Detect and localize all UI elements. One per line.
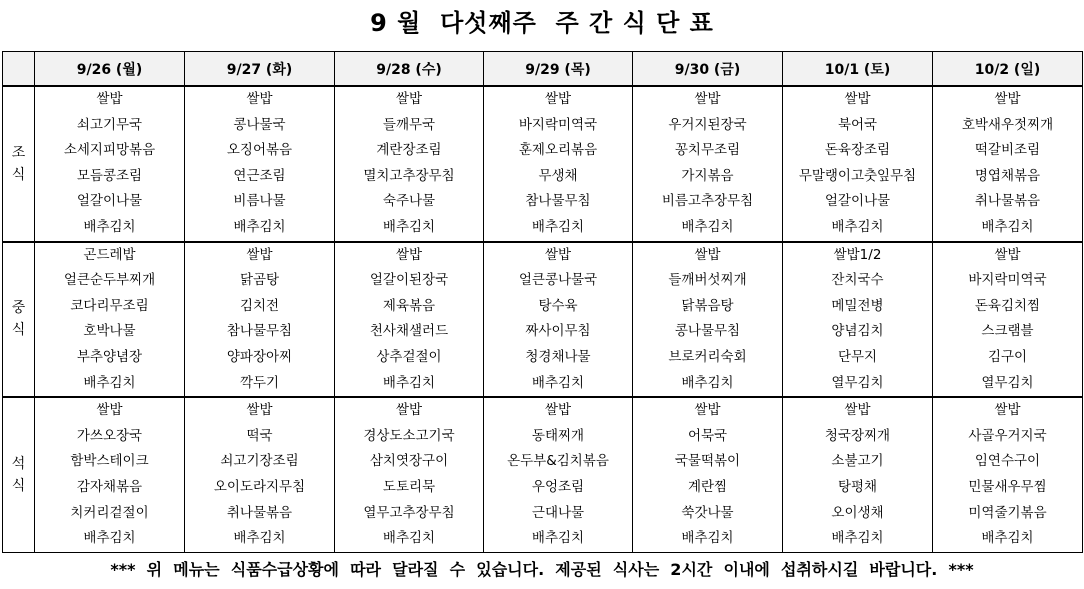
dish-item: 배추김치 — [981, 530, 1034, 547]
dish-item: 감자채볶음 — [76, 478, 143, 495]
dish-item: 근대나물 — [531, 504, 585, 521]
menu-cell — [933, 86, 1083, 242]
dish-item: 쌀밥 — [544, 402, 572, 419]
dish-item: 얼큰콩나물국 — [518, 272, 598, 289]
dish-item: 소불고기 — [831, 453, 884, 470]
dish-item: 양념김치 — [831, 323, 884, 340]
page-title: 9 월 다섯째주 주 간 식 단 표 — [370, 9, 714, 37]
meal-row-breakfast — [3, 86, 1083, 242]
dish-item: 비름나물 — [233, 193, 286, 210]
dish-item: 취나물볶음 — [974, 193, 1041, 210]
dish-item: 북어국 — [837, 116, 878, 133]
dish-item: 참나물무침 — [226, 323, 293, 340]
dish-item: 함박스테이크 — [70, 453, 149, 470]
dish-item: 배추김치 — [681, 374, 734, 391]
dish-item: 쌀밥 — [96, 402, 123, 419]
day-header: 10/1 (토) — [783, 52, 933, 87]
day-header: 9/30 (금) — [633, 52, 783, 87]
dish-item: 열무김치 — [831, 374, 884, 391]
dish-item: 들깨무국 — [382, 116, 436, 133]
dish-item: 계란장조림 — [376, 142, 442, 159]
dish-item: 배추김치 — [382, 530, 436, 547]
dish-item: 무말랭이고춧잎무침 — [798, 167, 917, 184]
dish-item: 열무고추장무침 — [363, 504, 455, 521]
dish-item: 코다리무조림 — [70, 297, 149, 314]
menu-cell — [933, 242, 1083, 398]
dish-item: 상추겉절이 — [376, 348, 442, 365]
dish-item: 쌀밥 — [694, 91, 721, 107]
dish-item: 들깨버섯찌개 — [668, 272, 747, 289]
dish-item: 얼갈이된장국 — [369, 272, 449, 289]
dish-item: 단무지 — [837, 348, 878, 365]
dish-item: 쑥갓나물 — [681, 504, 734, 521]
dish-item: 양파장아찌 — [226, 348, 293, 365]
dish-item: 메밀전병 — [831, 297, 884, 314]
dish-item: 소세지피망볶음 — [63, 142, 156, 159]
dish-item: 얼갈이나물 — [76, 193, 143, 210]
dish-item: 꽁치무조림 — [674, 142, 741, 159]
dish-item: 쌀밥 — [844, 402, 871, 419]
dish-item: 돈육김치찜 — [974, 297, 1041, 314]
dish-item: 배추김치 — [531, 530, 585, 547]
menu-cell — [633, 397, 783, 552]
meal-label — [3, 242, 35, 398]
dish-item: 닭볶음탕 — [681, 297, 734, 314]
dish-item: 사골우거지국 — [968, 427, 1047, 444]
menu-cell — [185, 86, 335, 242]
dish-item: 김구이 — [987, 348, 1028, 365]
dish-item: 잔치국수 — [831, 272, 884, 289]
dish-item: 쌀밥 — [395, 91, 423, 107]
footer-notice: *** 위 메뉴는 식품수급상황에 따라 달라질 수 있습니다. 제공된 식사는 2시간 이내에 섭취하시길 바랍니다. *** — [110, 560, 974, 579]
dish-item: 가지볶음 — [681, 167, 734, 184]
weekly-menu-table — [2, 51, 1083, 553]
dish-item: 가쓰오장국 — [76, 427, 143, 444]
dish-item: 오징어볶음 — [226, 142, 293, 159]
menu-cell — [335, 242, 484, 398]
menu-cell — [35, 86, 185, 242]
meal-label-char: 석 — [11, 455, 26, 472]
menu-cell — [484, 242, 633, 398]
dish-item: 호박나물 — [83, 323, 136, 340]
dish-item: 배추김치 — [233, 218, 286, 235]
dish-item: 닭곰탕 — [239, 272, 280, 289]
menu-cell — [185, 242, 335, 398]
dish-item: 연근조림 — [233, 167, 286, 184]
dish-item: 얼큰순두부찌개 — [63, 272, 156, 289]
dish-item: 청국장찌개 — [824, 427, 891, 444]
dish-item: 쌀밥 — [694, 402, 721, 419]
menu-cell — [35, 397, 185, 552]
dish-item: 떡갈비조림 — [974, 142, 1041, 159]
menu-cell — [484, 397, 633, 552]
dish-item: 브로커리숙회 — [668, 348, 747, 365]
dish-item: 김치전 — [239, 297, 280, 314]
dish-item: 스크램블 — [981, 323, 1034, 340]
dish-item: 배추김치 — [83, 530, 136, 547]
dish-item: 제육볶음 — [382, 297, 436, 314]
dish-item: 배추김치 — [831, 218, 884, 235]
dish-item: 배추김치 — [83, 218, 136, 235]
dish-item: 쌀밥 — [994, 246, 1021, 263]
dish-item: 쌀밥 — [395, 402, 423, 419]
dish-item: 배추김치 — [382, 374, 436, 391]
dish-item: 배추김치 — [233, 530, 286, 547]
dish-item: 경상도소고기국 — [363, 427, 455, 444]
dish-item: 미역줄기볶음 — [968, 504, 1047, 521]
meal-label-char: 식 — [11, 166, 26, 183]
menu-cell — [35, 242, 185, 398]
dish-item: 탕수육 — [538, 297, 578, 314]
dish-item: 숙주나물 — [382, 193, 436, 210]
menu-cell — [335, 397, 484, 552]
dish-item: 쌀밥1/2 — [833, 246, 882, 263]
dish-item: 쌀밥 — [246, 91, 273, 107]
meal-label-char: 중 — [11, 300, 26, 317]
dish-item: 콩나물무침 — [674, 323, 741, 340]
day-header: 9/26 (월) — [35, 52, 185, 87]
dish-item: 짜사이무침 — [525, 323, 591, 340]
dish-item: 호박새우젓찌개 — [961, 116, 1054, 133]
dish-item: 쌀밥 — [694, 246, 721, 263]
meal-label — [3, 397, 35, 552]
dish-item: 쌀밥 — [96, 91, 123, 107]
meal-label-char: 식 — [11, 322, 26, 339]
day-header: 10/2 (일) — [933, 52, 1083, 87]
menu-cell — [185, 397, 335, 552]
dish-item: 쌀밥 — [994, 402, 1021, 419]
dish-item: 쇠고기장조림 — [220, 453, 299, 470]
dish-item: 배추김치 — [831, 530, 884, 547]
dish-item: 멸치고추장무침 — [363, 167, 455, 184]
dish-item: 쌀밥 — [544, 91, 572, 107]
meal-row-dinner — [3, 397, 1083, 552]
dish-item: 비름고추장무침 — [661, 193, 754, 210]
dish-item: 배추김치 — [681, 530, 734, 547]
dish-item: 탕평채 — [837, 478, 878, 495]
dish-item: 계란찜 — [687, 478, 728, 495]
dish-item: 취나물볶음 — [226, 504, 293, 521]
dish-item: 국물떡볶이 — [674, 453, 741, 470]
dish-item: 배추김치 — [382, 218, 436, 235]
dish-item: 쌀밥 — [544, 246, 572, 263]
menu-cell — [335, 86, 484, 242]
dish-item: 배추김치 — [531, 374, 585, 391]
dish-item: 쌀밥 — [246, 402, 273, 419]
dish-item: 쌀밥 — [246, 246, 273, 263]
dish-item: 배추김치 — [981, 218, 1034, 235]
dish-item: 모듬콩조림 — [76, 167, 143, 184]
day-header: 9/29 (목) — [484, 52, 633, 87]
dish-item: 바지락미역국 — [518, 116, 598, 133]
dish-item: 쇠고기무국 — [76, 116, 143, 133]
dish-item: 오이도라지무침 — [213, 478, 306, 495]
dish-item: 쌀밥 — [994, 91, 1021, 107]
dish-item: 참나물무침 — [525, 193, 591, 210]
dish-item: 곤드레밥 — [83, 246, 136, 263]
dish-item: 얼갈이나물 — [824, 193, 891, 210]
dish-item: 온두부&김치볶음 — [507, 453, 609, 470]
dish-item: 우엉조림 — [531, 478, 585, 495]
dish-item: 치커리겉절이 — [70, 504, 149, 521]
dish-item: 돈육장조림 — [824, 142, 891, 159]
dish-item: 삼치엿장구이 — [369, 453, 449, 470]
dish-item: 부추양념장 — [76, 348, 143, 365]
dish-item: 임연수구이 — [974, 453, 1041, 470]
dish-item: 오이생채 — [831, 504, 884, 521]
meal-row-lunch — [3, 242, 1083, 398]
dish-item: 우거지된장국 — [668, 116, 747, 133]
dish-item: 떡국 — [246, 427, 273, 444]
dish-item: 무생채 — [538, 167, 578, 184]
meal-label — [3, 86, 35, 242]
menu-cell — [484, 86, 633, 242]
dish-item: 바지락미역국 — [968, 272, 1047, 289]
day-header: 9/28 (수) — [335, 52, 484, 87]
dish-item: 훈제오리볶음 — [518, 142, 598, 159]
dish-item: 배추김치 — [681, 218, 734, 235]
dish-item: 배추김치 — [83, 374, 136, 391]
dish-item: 깍두기 — [239, 374, 280, 391]
dish-item: 천사채샐러드 — [369, 323, 449, 340]
dish-item: 동태찌개 — [531, 427, 585, 444]
dish-item: 열무김치 — [981, 374, 1034, 391]
dish-item: 민물새우무찜 — [968, 478, 1047, 495]
dish-item: 청경채나물 — [525, 348, 591, 365]
dish-item: 쌀밥 — [844, 91, 871, 107]
day-header: 9/27 (화) — [185, 52, 335, 87]
menu-cell — [933, 397, 1083, 552]
corner-cell — [3, 52, 35, 87]
dish-item: 쌀밥 — [395, 246, 423, 263]
menu-cell — [783, 397, 933, 552]
dish-item: 콩나물국 — [233, 116, 286, 133]
dish-item: 명엽채볶음 — [974, 167, 1041, 184]
dish-item: 도토리묵 — [382, 478, 436, 495]
menu-cell — [783, 242, 933, 398]
menu-cell — [783, 86, 933, 242]
menu-cell — [633, 86, 783, 242]
header-row — [3, 52, 1083, 87]
dish-item: 배추김치 — [531, 218, 585, 235]
meal-label-char: 조 — [11, 144, 26, 161]
dish-item: 어묵국 — [687, 427, 728, 444]
meal-label-char: 식 — [11, 477, 26, 494]
menu-cell — [633, 242, 783, 398]
